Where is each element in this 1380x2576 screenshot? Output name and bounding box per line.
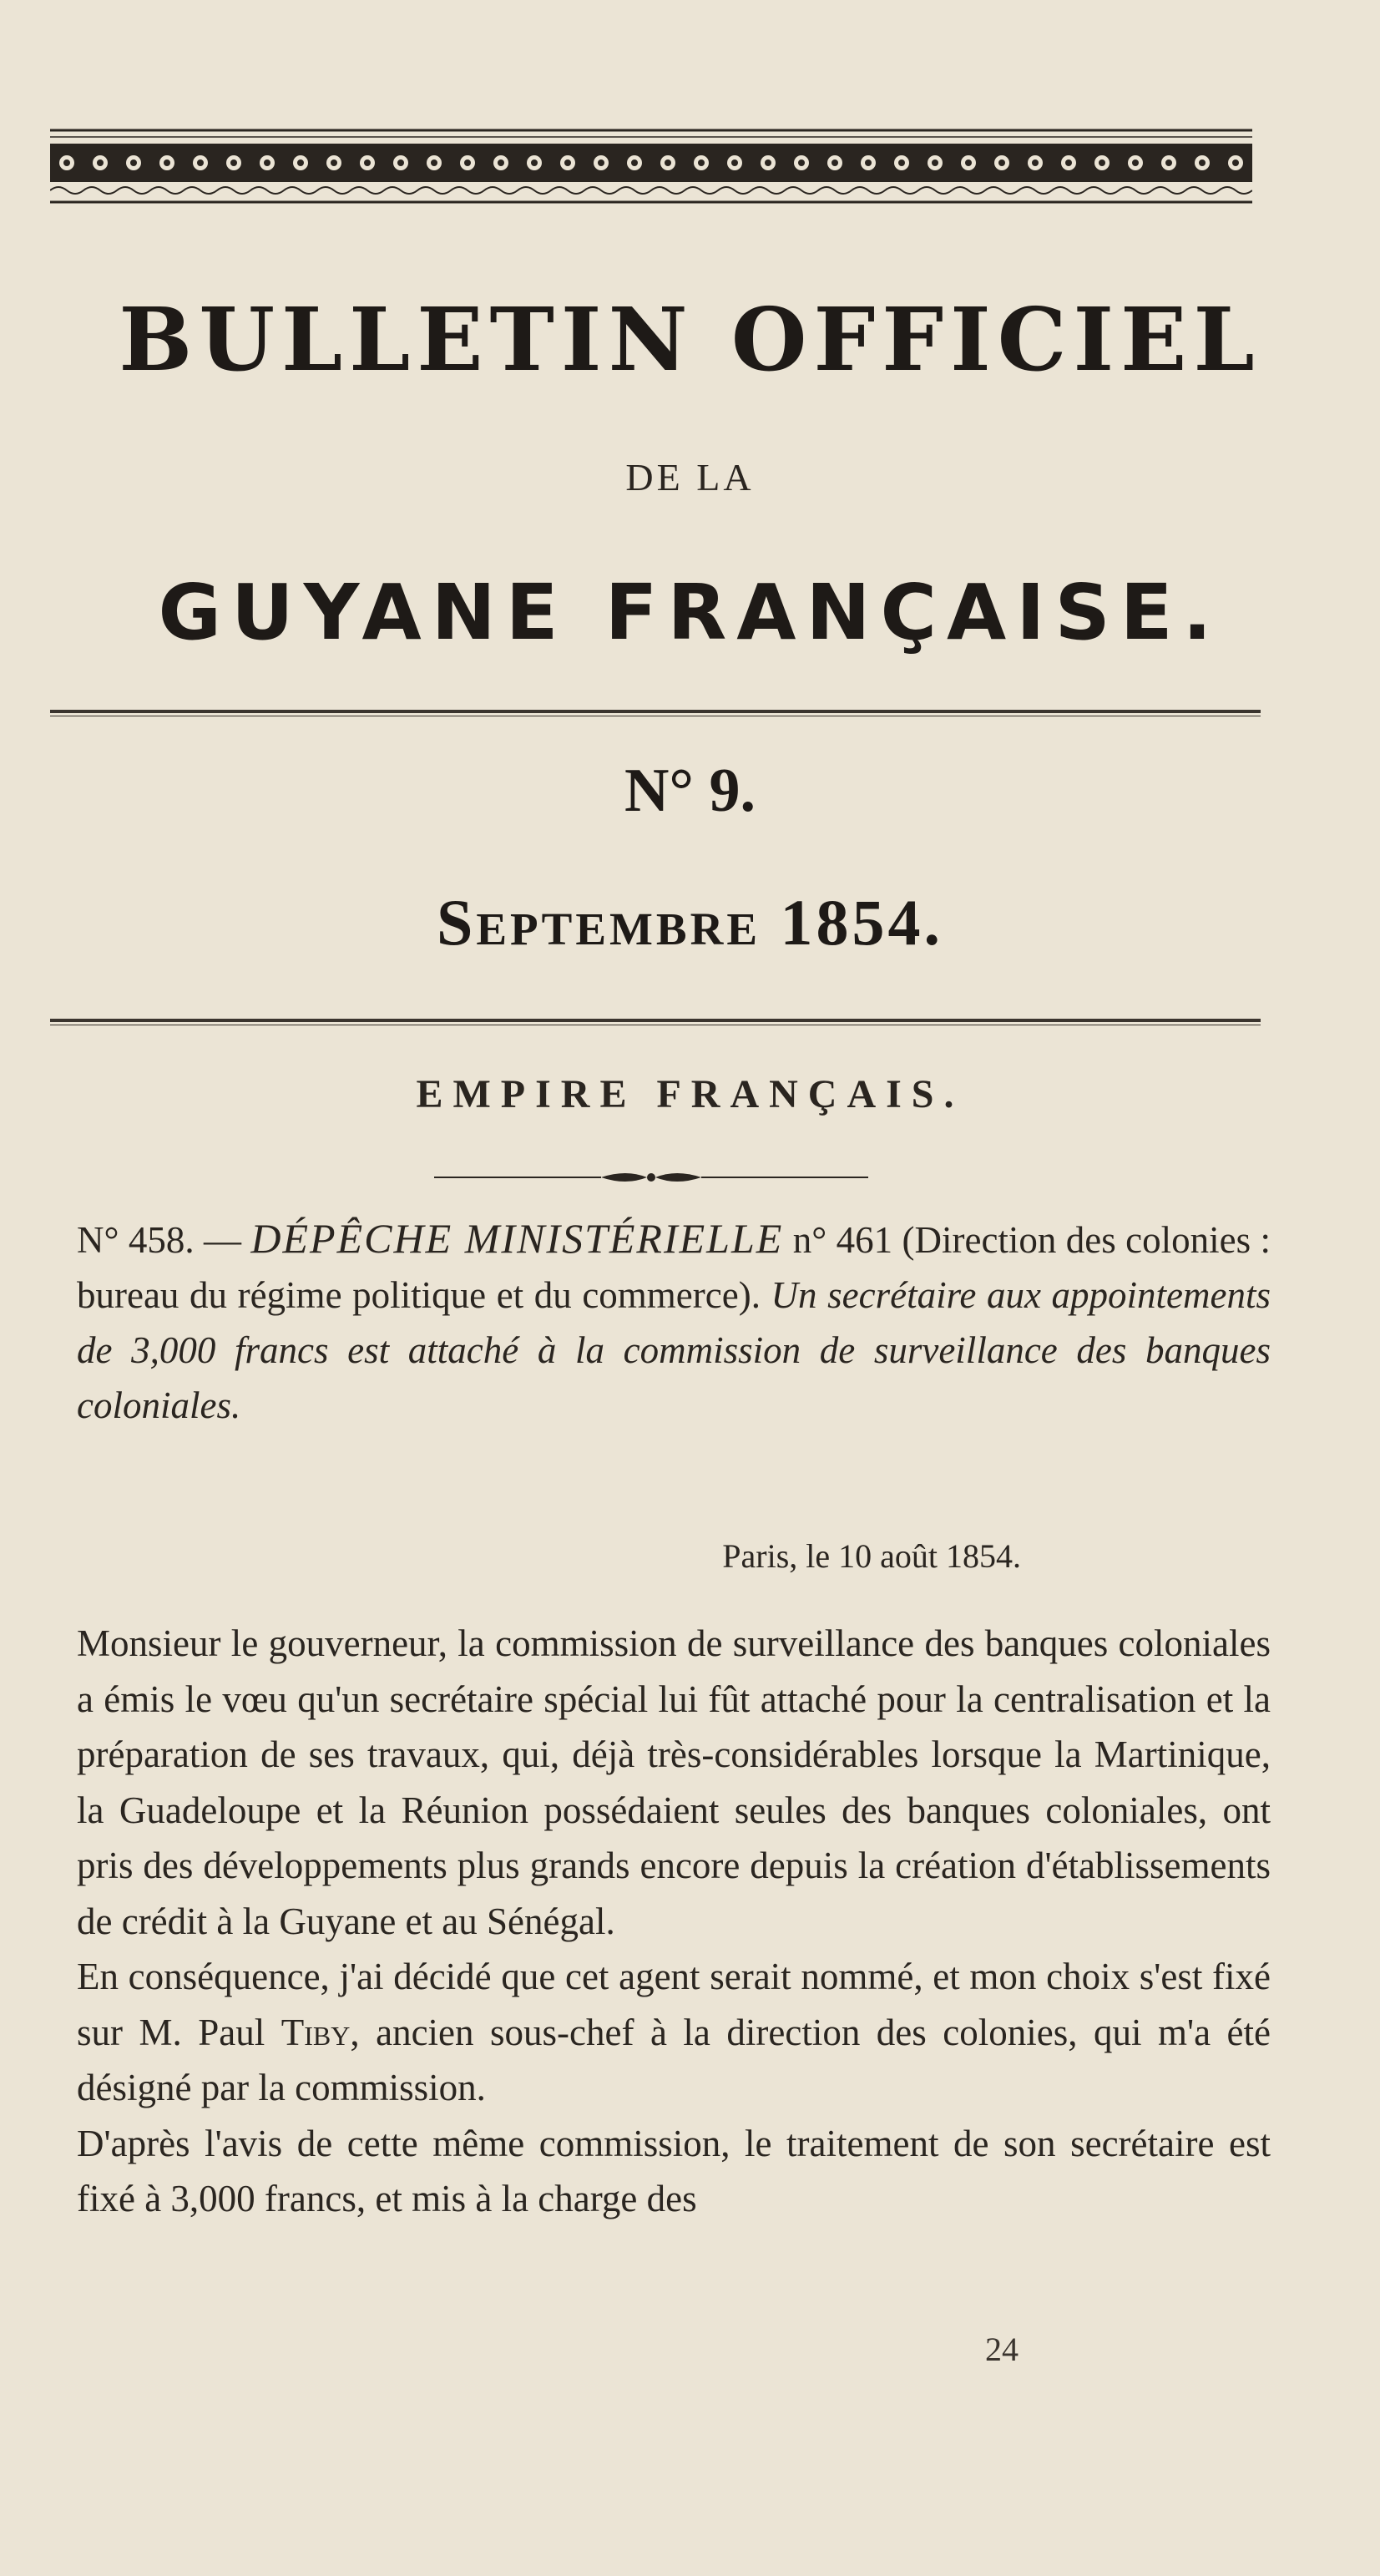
ornament-divider — [434, 1165, 868, 1190]
divider-rule — [50, 1019, 1261, 1022]
paragraph: Monsieur le gouverneur, la commission de surveillance des banques coloniales a émis le vœu qu'un secrétaire spécial lui fût attaché pour la centralisation et la préparation de ses travaux, qui, déjà très-considérables lorsque la Martinique, la Guadeloupe et la Réunion possédaient seules des banques coloniales, ont pris des développements plus grands encore depuis la création d'établissements de crédit à la Guyane et au Sénégal. — [77, 1622, 1271, 1942]
masthead-title: BULLETIN OFFICIEL — [119, 288, 1261, 391]
paragraph-text: , ancien sous-chef à la direction des colonies, qui m'a été désigné par la commission. — [77, 2011, 1271, 2108]
issue-number: N° 9. — [624, 757, 756, 825]
ornament-band — [50, 125, 1252, 209]
decree-title: DÉPÊCHE MINISTÉRIELLE — [250, 1215, 784, 1262]
person-name: Tiby — [281, 2011, 351, 2053]
decree-header — [77, 1211, 1271, 1433]
decree-department: (Direction des colonies : bureau du régime politique et du commerce). — [77, 1219, 1271, 1316]
page-number: 24 — [985, 2331, 1019, 2368]
masthead-colony: GUYANE FRANÇAISE. — [158, 568, 1222, 657]
paragraph — [77, 1949, 1271, 2116]
section-heading: EMPIRE FRANÇAIS. — [416, 1072, 964, 1116]
letter-body — [77, 1616, 1271, 2227]
decree-number: N° 458. — — [77, 1219, 242, 1261]
masthead-connector: DE LA — [625, 456, 755, 498]
dateline: Paris, le 10 août 1854. — [722, 1537, 1021, 1575]
paragraph: D'après l'avis de cette même commission, le traitement de son secrétaire est fixé à 3,000 francs, et mis à la charge des — [77, 2122, 1271, 2219]
decree-ref: n° 461 — [792, 1219, 893, 1261]
paragraph-text: En conséquence, j'ai décidé que cet agent serait nommé, et mon choix s'est fixé sur M. Paul — [77, 1956, 1271, 2053]
issue-date: Septembre 1854. — [436, 886, 944, 959]
decree-summary: Un secrétaire aux appointements de 3,000 francs est attaché à la commission de surveillance des banques coloniales. — [77, 1274, 1271, 1426]
divider-rule — [50, 710, 1261, 713]
